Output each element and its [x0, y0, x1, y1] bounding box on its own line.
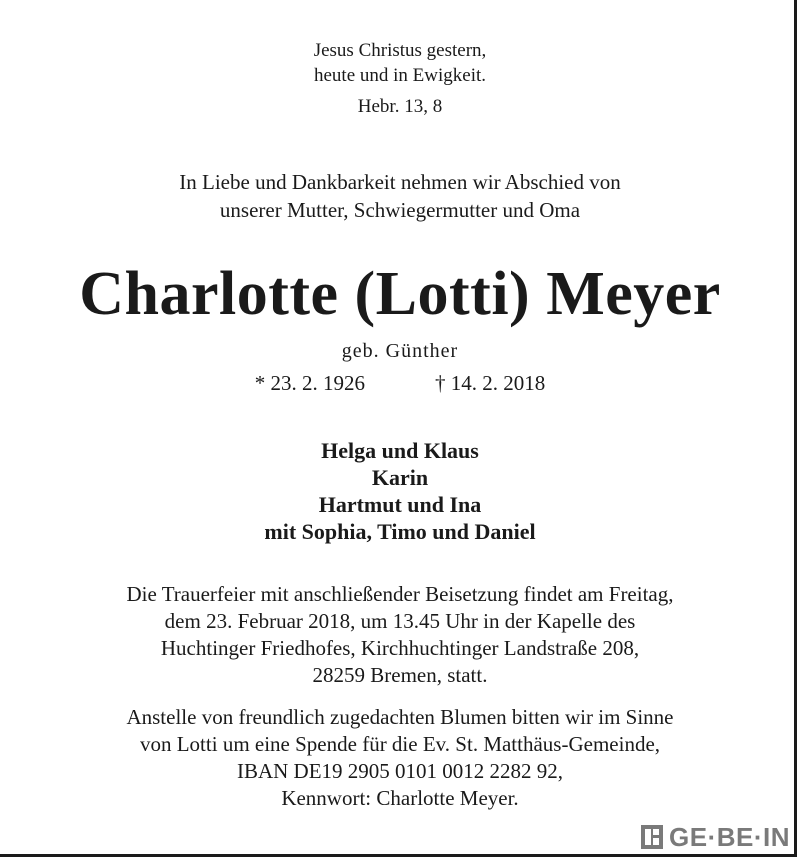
death-date: † 14. 2. 2018 — [435, 371, 546, 395]
born-name: geb. Günther — [341, 340, 459, 362]
birth-date: * 23. 2. 1926 — [254, 371, 365, 395]
mourner-line: Karin — [371, 465, 429, 490]
intro-text — [0, 168, 800, 224]
life-dates — [0, 371, 800, 396]
donation-line: von Lotti um eine Spende für die Ev. St. Matthäus-Gemeinde, — [139, 732, 661, 756]
donation-request — [0, 704, 800, 812]
service-line: Huchtinger Friedhofes, Kirchhuchtinger Landstraße 208, — [160, 636, 640, 660]
donation-line: Anstelle von freundlich zugedachten Blumen bitten wir im Sinne — [126, 705, 674, 729]
mourner-line: mit Sophia, Timo und Daniel — [264, 519, 536, 544]
gebein-logo — [640, 820, 790, 854]
donation-line: Kennwort: Charlotte Meyer. — [281, 786, 519, 810]
bible-verse — [0, 38, 800, 119]
donation-line: IBAN DE19 2905 0101 0012 2282 92, — [236, 759, 564, 783]
intro-line-2: unserer Mutter, Schwiegermutter und Oma — [219, 198, 581, 222]
mourner-line: Helga und Klaus — [321, 438, 479, 463]
verse-reference: Hebr. 13, 8 — [357, 96, 443, 117]
logo-text: GE·BE·IN — [669, 821, 790, 852]
intro-line-1: In Liebe und Dankbarkeit nehmen wir Abschied von — [179, 170, 621, 194]
service-line: dem 23. Februar 2018, um 13.45 Uhr in der Kapelle des — [164, 609, 636, 633]
service-line: 28259 Bremen, statt. — [312, 663, 488, 687]
verse-line-2: heute und in Ewigkeit. — [313, 65, 487, 86]
service-line: Die Trauerfeier mit anschließender Beisetzung findet am Freitag, — [126, 582, 674, 606]
mourners-list — [0, 437, 800, 545]
gebein-logo-icon — [640, 824, 664, 850]
mourner-line: Hartmut und Ina — [318, 492, 482, 517]
funeral-service-info — [0, 581, 800, 689]
deceased-name: Charlotte (Lotti) Meyer — [79, 260, 721, 328]
verse-line-1: Jesus Christus gestern, — [313, 40, 487, 61]
